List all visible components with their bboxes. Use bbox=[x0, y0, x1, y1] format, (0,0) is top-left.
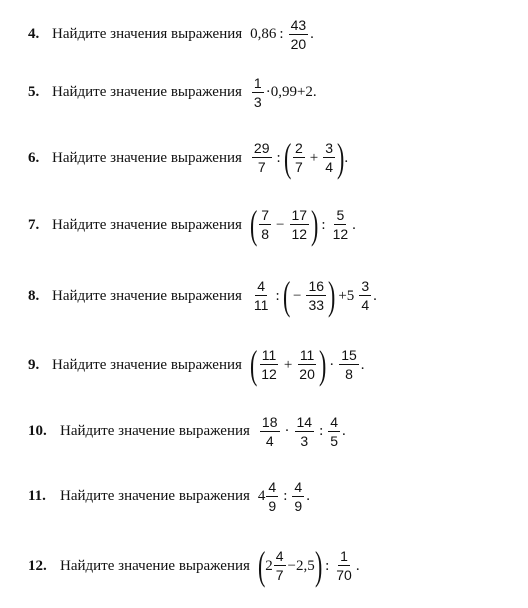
left-parenthesis: ( bbox=[249, 202, 258, 247]
task-number: 6. bbox=[28, 149, 40, 166]
numerator: 3 bbox=[325, 140, 334, 157]
task-10 bbox=[0, 415, 528, 448]
math-expression bbox=[249, 202, 356, 247]
numerator: 17 bbox=[291, 207, 308, 224]
task-label: Найдите значение выражения bbox=[60, 423, 250, 440]
numerator: 5 bbox=[336, 207, 345, 224]
math-expression bbox=[257, 543, 360, 588]
task-number: 5. bbox=[28, 84, 40, 101]
expression-tail: ·0,99+2. bbox=[265, 84, 317, 101]
task-label: Найдите значение выражения bbox=[52, 216, 242, 233]
left-parenthesis: ( bbox=[249, 342, 258, 387]
right-parenthesis: ) bbox=[337, 135, 345, 180]
task-number: 9. bbox=[28, 356, 40, 373]
whole-part: 2 bbox=[265, 557, 273, 574]
end-mark: . bbox=[355, 557, 360, 574]
task-6 bbox=[0, 135, 528, 180]
task-4 bbox=[0, 18, 528, 51]
math-expression bbox=[258, 480, 310, 513]
denominator: 12 bbox=[261, 366, 277, 382]
numerator: 15 bbox=[341, 347, 357, 364]
numerator: 4 bbox=[275, 548, 284, 565]
denominator: 4 bbox=[265, 432, 274, 449]
task-label: Найдите значение выражения bbox=[60, 557, 250, 574]
math-expression bbox=[250, 273, 377, 318]
task-label: Найдите значения выражения bbox=[52, 26, 243, 43]
left-parenthesis: ( bbox=[282, 273, 290, 318]
fraction bbox=[259, 208, 271, 241]
operator: − bbox=[292, 287, 302, 304]
denominator: 3 bbox=[300, 432, 309, 449]
numerator: 2 bbox=[295, 140, 303, 157]
operator: · bbox=[284, 423, 290, 440]
math-expression bbox=[250, 76, 317, 109]
fraction bbox=[260, 415, 280, 448]
denominator: 33 bbox=[308, 297, 325, 313]
denominator: 7 bbox=[257, 159, 266, 175]
end-mark: . bbox=[360, 356, 365, 373]
numerator: 4 bbox=[294, 479, 303, 495]
operator: · bbox=[329, 356, 335, 373]
task-label: Найдите значение выражения bbox=[52, 287, 242, 304]
denominator: 11 bbox=[253, 297, 269, 313]
denominator: 12 bbox=[291, 226, 308, 242]
denominator: 8 bbox=[345, 366, 353, 382]
math-expression bbox=[250, 18, 314, 51]
task-5 bbox=[0, 76, 528, 109]
numerator: 18 bbox=[261, 414, 278, 430]
operator: + bbox=[283, 356, 293, 373]
task-number: 4. bbox=[28, 26, 40, 43]
math-expression bbox=[258, 415, 346, 448]
end-mark: . bbox=[306, 488, 310, 505]
operator: : bbox=[321, 216, 326, 233]
right-parenthesis: ) bbox=[314, 543, 323, 588]
task-number: 8. bbox=[28, 287, 40, 304]
numerator: 7 bbox=[261, 207, 270, 224]
operator: − bbox=[276, 216, 285, 233]
task-label: Найдите значение выражения bbox=[52, 149, 242, 166]
numerator: 16 bbox=[308, 278, 325, 295]
task-number: 10. bbox=[28, 423, 47, 440]
left-parenthesis: ( bbox=[257, 543, 266, 588]
right-parenthesis: ) bbox=[328, 273, 336, 318]
task-11 bbox=[0, 480, 528, 513]
operator: +5 bbox=[338, 287, 355, 304]
numerator: 4 bbox=[268, 479, 277, 495]
end-mark: . bbox=[373, 287, 377, 304]
numerator: 1 bbox=[253, 75, 262, 91]
fraction bbox=[259, 348, 279, 381]
fraction bbox=[290, 208, 310, 241]
task-9 bbox=[0, 342, 528, 387]
task-7 bbox=[0, 202, 528, 247]
fraction bbox=[297, 348, 317, 381]
right-parenthesis: ) bbox=[311, 202, 319, 247]
task-12 bbox=[0, 543, 528, 588]
fraction bbox=[293, 141, 305, 174]
denominator: 8 bbox=[261, 226, 270, 242]
fraction bbox=[292, 480, 304, 513]
operator: : bbox=[325, 557, 330, 574]
numerator: 1 bbox=[340, 548, 348, 565]
task-label: Найдите значение выражения bbox=[52, 84, 242, 101]
fraction bbox=[295, 415, 315, 448]
task-label: Найдите значение выражения bbox=[52, 356, 242, 373]
math-expression bbox=[249, 342, 365, 387]
right-parenthesis: ) bbox=[318, 342, 327, 387]
numerator: 11 bbox=[261, 347, 277, 364]
denominator: 12 bbox=[332, 226, 349, 242]
end-mark: . bbox=[352, 216, 356, 233]
numerator: 14 bbox=[296, 414, 313, 430]
fraction bbox=[289, 18, 309, 51]
fraction bbox=[323, 141, 335, 174]
task-8 bbox=[0, 273, 528, 318]
operator: : bbox=[319, 423, 324, 440]
whole-part: 4 bbox=[257, 488, 266, 505]
denominator: 4 bbox=[325, 159, 334, 175]
fraction bbox=[252, 141, 272, 174]
denominator: 3 bbox=[253, 93, 262, 110]
denominator: 9 bbox=[294, 497, 303, 514]
end-mark: . bbox=[344, 149, 349, 166]
fraction bbox=[331, 208, 351, 241]
left-parenthesis: ( bbox=[283, 135, 292, 180]
fraction bbox=[252, 76, 264, 109]
end-mark: . bbox=[310, 26, 314, 43]
fraction bbox=[252, 279, 271, 312]
operator: : bbox=[275, 287, 280, 304]
operator: : bbox=[276, 149, 281, 166]
denominator: 20 bbox=[290, 35, 307, 52]
operator: : bbox=[279, 26, 284, 43]
math-expression bbox=[250, 135, 349, 180]
fraction bbox=[306, 279, 326, 312]
numerator: 4 bbox=[330, 414, 339, 430]
numerator: 43 bbox=[290, 17, 307, 33]
end-mark: . bbox=[342, 423, 346, 440]
fraction bbox=[328, 415, 340, 448]
fraction bbox=[274, 549, 286, 582]
numerator: 29 bbox=[253, 140, 270, 157]
decimal-term: 0,86 bbox=[250, 26, 277, 43]
denominator: 70 bbox=[336, 567, 352, 583]
task-number: 12. bbox=[28, 557, 47, 574]
denominator: 7 bbox=[295, 159, 303, 175]
operator: + bbox=[309, 149, 319, 166]
fraction bbox=[334, 549, 354, 582]
numerator: 11 bbox=[299, 347, 315, 364]
numerator: 4 bbox=[257, 278, 266, 295]
task-label: Найдите значение выражения bbox=[60, 488, 250, 505]
task-number: 7. bbox=[28, 216, 40, 233]
fraction bbox=[359, 279, 371, 312]
fraction bbox=[266, 480, 278, 513]
denominator: 9 bbox=[268, 497, 277, 514]
denominator: 7 bbox=[275, 567, 284, 583]
denominator: 4 bbox=[361, 297, 370, 313]
task-number: 11. bbox=[28, 488, 46, 505]
denominator: 20 bbox=[299, 366, 315, 382]
operator: : bbox=[283, 488, 288, 505]
denominator: 5 bbox=[330, 432, 339, 449]
expression-term: −2,5 bbox=[287, 557, 315, 574]
fraction bbox=[339, 348, 359, 381]
numerator: 3 bbox=[361, 278, 370, 295]
